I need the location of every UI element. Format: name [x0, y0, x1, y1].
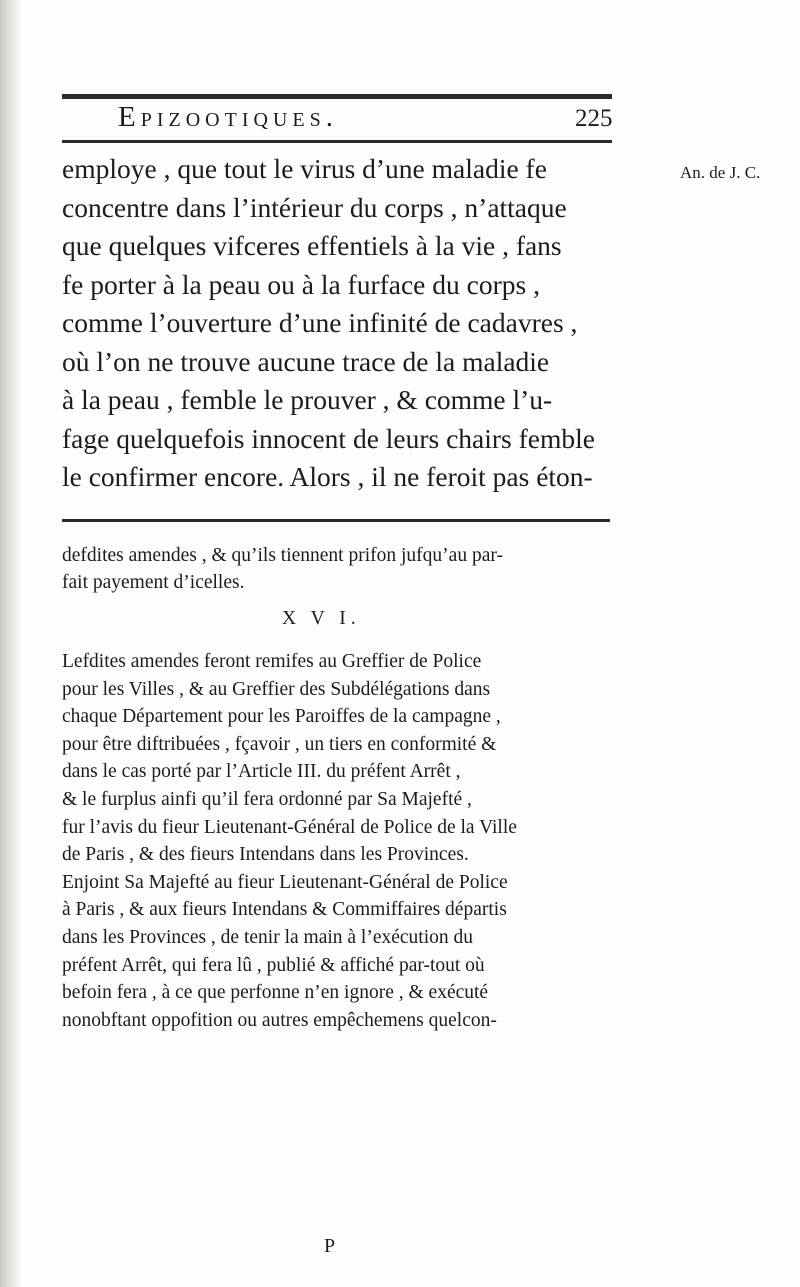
footnote-line: à Paris , & aux fieurs Intendans & Commiffaires départis: [62, 899, 507, 921]
signature-mark: P: [324, 1235, 336, 1257]
page-number: 225: [575, 105, 613, 132]
footnote-line: pour être diftribuées , fçavoir , un tiers en conformité &: [62, 733, 497, 755]
running-title: Epizootiques.: [118, 101, 338, 133]
footnote-line: chaque Département pour les Paroiffes de la campagne ,: [62, 706, 501, 728]
main-paragraph: [62, 150, 632, 497]
top-rule: [62, 94, 612, 99]
footnote-line: fur l’avis du fieur Lieutenant-Général de Police de la Ville: [62, 816, 517, 838]
footnote-line: fait payement d’icelles.: [62, 572, 245, 594]
footnote-line: dans les Provinces , de tenir la main à l’exécution du: [62, 926, 474, 948]
text-line: où l’on ne trouve aucune trace de la maladie: [62, 345, 550, 377]
footnote-body: [62, 648, 662, 1034]
footnote-line: dans le cas porté par l’Article III. du préfent Arrêt ,: [62, 761, 461, 783]
text-line: concentre dans l’intérieur du corps , n’attaque: [62, 191, 567, 223]
footnote-line: Enjoint Sa Majefté au fieur Lieutenant-Général de Police: [62, 871, 508, 893]
header-rule: [62, 140, 612, 143]
footnote-line: defdites amendes , & qu’ils tiennent prifon jufqu’au par-: [62, 545, 503, 566]
margin-note: An. de J. C.: [680, 163, 761, 182]
text-line: le confirmer encore. Alors , il ne feroit pas éton-: [62, 461, 593, 492]
footnote-line: préfent Arrêt, qui fera lû , publié & affiché par-tout où: [62, 954, 485, 976]
text-line: fage quelquefois innocent de leurs chairs femble: [62, 422, 595, 454]
footnote-line: nonobftant oppofition ou autres empêchemens quelcon-: [62, 1009, 497, 1031]
article-heading: X V I.: [282, 608, 361, 629]
text-line: à la peau , femble le prouver , & comme l’u-: [62, 384, 553, 415]
binding-shadow: [0, 0, 22, 1287]
footnote-line: de Paris , & des fieurs Intendans dans les Provinces.: [62, 844, 469, 866]
text-line: fe porter à la peau ou à la furface du corps ,: [62, 268, 540, 300]
footnote-line: befoin fera , à ce que perfonne n’en ignore , & exécuté: [62, 982, 489, 1004]
footnote-intro: [62, 542, 642, 597]
footnote-line: pour les Villes , & au Greffier des Subdélégations dans: [62, 678, 491, 700]
footnote-line: Lefdites amendes feront remifes au Greffier de Police: [62, 651, 482, 672]
text-line: employe , que tout le virus d’une maladie fe: [62, 153, 547, 184]
footnote-line: & le furplus ainfi qu’il fera ordonné par Sa Majefté ,: [62, 788, 472, 810]
text-line: que quelques vifceres effentiels à la vie , fans: [62, 230, 562, 261]
section-rule: [62, 519, 610, 522]
text-line: comme l’ouverture d’une infinité de cadavres ,: [62, 307, 578, 338]
